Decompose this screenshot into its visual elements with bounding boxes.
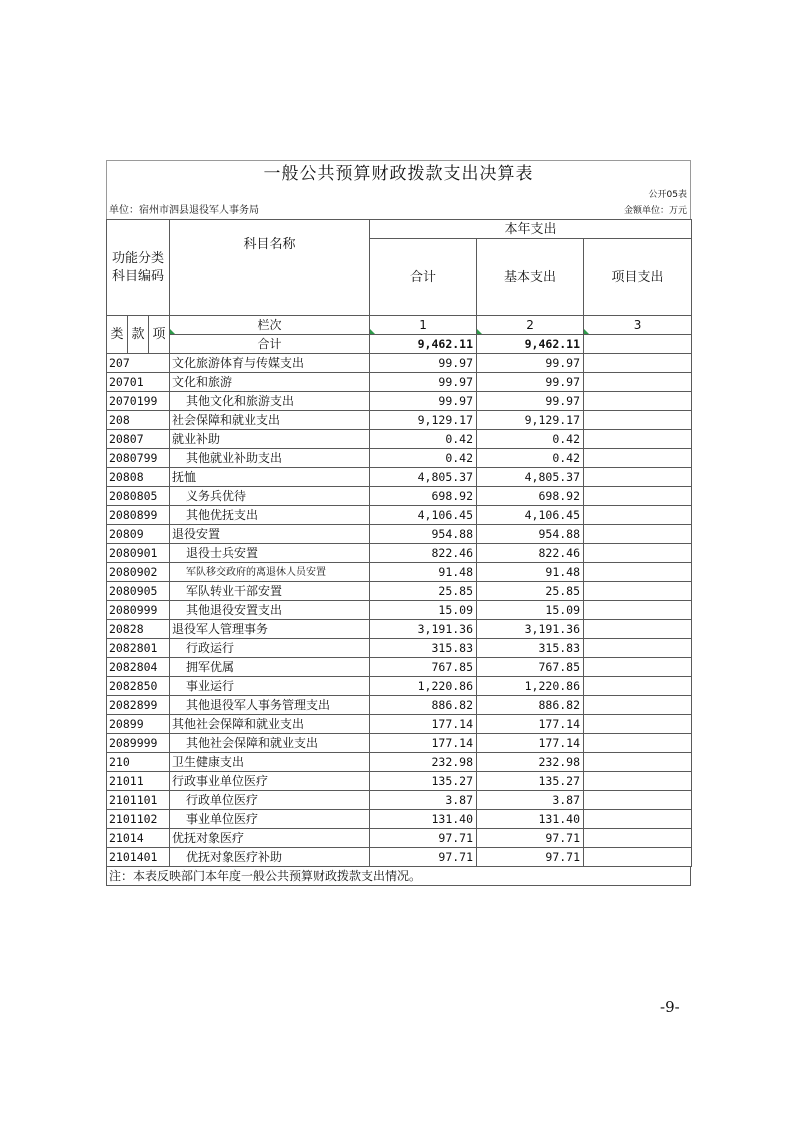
row-total: 99.97 — [370, 354, 477, 373]
total-row-project — [584, 335, 692, 354]
table-row — [107, 696, 692, 715]
row-total: 97.71 — [370, 829, 477, 848]
row-code: 20809 — [107, 525, 170, 544]
table-row — [107, 829, 692, 848]
row-basic: 698.92 — [477, 487, 584, 506]
row-code: 21011 — [107, 772, 170, 791]
row-code: 2089999 — [107, 734, 170, 753]
row-basic: 954.88 — [477, 525, 584, 544]
func-code-header: 功能分类科目编码 — [107, 220, 170, 316]
total-header: 合计 — [370, 239, 477, 316]
row-name: 其他就业补助支出 — [170, 449, 370, 468]
row-total: 177.14 — [370, 715, 477, 734]
row-basic: 135.27 — [477, 772, 584, 791]
table-row — [107, 487, 692, 506]
row-name: 军队转业干部安置 — [170, 582, 370, 601]
row-code: 2080805 — [107, 487, 170, 506]
row-project — [584, 506, 692, 525]
row-total: 698.92 — [370, 487, 477, 506]
row-code: 20828 — [107, 620, 170, 639]
row-code: 2080901 — [107, 544, 170, 563]
row-basic: 232.98 — [477, 753, 584, 772]
row-total: 232.98 — [370, 753, 477, 772]
project-header: 项目支出 — [584, 239, 692, 316]
row-basic: 0.42 — [477, 449, 584, 468]
table-row — [107, 601, 692, 620]
row-project — [584, 620, 692, 639]
row-project — [584, 791, 692, 810]
row-code: 20701 — [107, 373, 170, 392]
row-project — [584, 487, 692, 506]
row-basic: 97.71 — [477, 829, 584, 848]
table-row — [107, 544, 692, 563]
row-project — [584, 354, 692, 373]
row-basic: 99.97 — [477, 392, 584, 411]
col3-index: 3 — [584, 316, 692, 335]
row-project — [584, 582, 692, 601]
row-project — [584, 658, 692, 677]
table-row — [107, 848, 692, 867]
row-basic: 15.09 — [477, 601, 584, 620]
row-total: 954.88 — [370, 525, 477, 544]
row-project — [584, 696, 692, 715]
row-code: 210 — [107, 753, 170, 772]
row-code: 2080899 — [107, 506, 170, 525]
row-basic: 25.85 — [477, 582, 584, 601]
table-row — [107, 449, 692, 468]
row-code: 2070199 — [107, 392, 170, 411]
row-project — [584, 392, 692, 411]
row-name: 事业单位医疗 — [170, 810, 370, 829]
row-code: 2101401 — [107, 848, 170, 867]
table-row — [107, 810, 692, 829]
row-name: 行政单位医疗 — [170, 791, 370, 810]
row-name: 军队移交政府的离退休人员安置 — [170, 563, 370, 582]
row-project — [584, 848, 692, 867]
row-code: 20807 — [107, 430, 170, 449]
table-row — [107, 582, 692, 601]
table-row — [107, 373, 692, 392]
table-row — [107, 468, 692, 487]
lei-header: 类 — [107, 316, 128, 354]
sheet-title: 一般公共预算财政拨款支出决算表 — [106, 160, 691, 187]
row-project — [584, 810, 692, 829]
row-project — [584, 563, 692, 582]
col1-index: 1 — [370, 316, 477, 335]
table-row — [107, 392, 692, 411]
row-project — [584, 601, 692, 620]
row-basic: 1,220.86 — [477, 677, 584, 696]
row-basic: 4,805.37 — [477, 468, 584, 487]
row-total: 177.14 — [370, 734, 477, 753]
total-row-basic: 9,462.11 — [477, 335, 584, 354]
row-name: 行政事业单位医疗 — [170, 772, 370, 791]
row-project — [584, 715, 692, 734]
row-name: 事业运行 — [170, 677, 370, 696]
table-row — [107, 772, 692, 791]
row-basic: 177.14 — [477, 715, 584, 734]
row-project — [584, 734, 692, 753]
table-row — [107, 620, 692, 639]
row-total: 25.85 — [370, 582, 477, 601]
row-code: 2080902 — [107, 563, 170, 582]
row-total: 3.87 — [370, 791, 477, 810]
amount-unit: 金额单位：万元 — [623, 206, 687, 216]
table-row — [107, 411, 692, 430]
unit-label: 单位：宿州市泗县退役军人事务局 — [109, 205, 259, 216]
page-number: -9- — [660, 998, 680, 1016]
row-code: 20808 — [107, 468, 170, 487]
row-name: 其他社会保障和就业支出 — [170, 734, 370, 753]
row-code: 2101102 — [107, 810, 170, 829]
row-total: 15.09 — [370, 601, 477, 620]
row-name: 优抚对象医疗补助 — [170, 848, 370, 867]
table-note: 注：本表反映部门本年度一般公共预算财政拨款支出情况。 — [106, 867, 691, 886]
row-code: 20899 — [107, 715, 170, 734]
row-code: 2082801 — [107, 639, 170, 658]
row-basic: 4,106.45 — [477, 506, 584, 525]
table-body — [107, 220, 692, 867]
row-project — [584, 772, 692, 791]
row-basic: 9,129.17 — [477, 411, 584, 430]
table-row — [107, 639, 692, 658]
row-basic: 131.40 — [477, 810, 584, 829]
total-row — [107, 335, 692, 354]
row-basic: 177.14 — [477, 734, 584, 753]
column-no-label: 栏次 — [170, 316, 370, 335]
row-total: 886.82 — [370, 696, 477, 715]
row-basic: 91.48 — [477, 563, 584, 582]
expenditure-table — [106, 219, 692, 867]
row-name: 抚恤 — [170, 468, 370, 487]
row-total: 3,191.36 — [370, 620, 477, 639]
row-project — [584, 525, 692, 544]
row-total: 135.27 — [370, 772, 477, 791]
row-total: 767.85 — [370, 658, 477, 677]
row-name: 就业补助 — [170, 430, 370, 449]
row-name: 义务兵优待 — [170, 487, 370, 506]
row-total: 822.46 — [370, 544, 477, 563]
row-name: 其他文化和旅游支出 — [170, 392, 370, 411]
table-row — [107, 430, 692, 449]
total-row-label: 合计 — [170, 335, 370, 354]
row-name: 退役军人管理事务 — [170, 620, 370, 639]
row-code: 207 — [107, 354, 170, 373]
row-project — [584, 639, 692, 658]
row-basic: 886.82 — [477, 696, 584, 715]
row-project — [584, 430, 692, 449]
row-name: 文化和旅游 — [170, 373, 370, 392]
table-row — [107, 563, 692, 582]
row-name: 拥军优属 — [170, 658, 370, 677]
row-code: 2080799 — [107, 449, 170, 468]
table-row — [107, 715, 692, 734]
row-total: 0.42 — [370, 430, 477, 449]
row-total: 0.42 — [370, 449, 477, 468]
row-total: 131.40 — [370, 810, 477, 829]
row-project — [584, 411, 692, 430]
row-basic: 3,191.36 — [477, 620, 584, 639]
table-row — [107, 506, 692, 525]
row-code: 2082899 — [107, 696, 170, 715]
row-name: 优抚对象医疗 — [170, 829, 370, 848]
row-basic: 99.97 — [477, 373, 584, 392]
row-basic: 99.97 — [477, 354, 584, 373]
row-code: 2082850 — [107, 677, 170, 696]
row-project — [584, 544, 692, 563]
row-total: 99.97 — [370, 392, 477, 411]
row-project — [584, 677, 692, 696]
row-total: 315.83 — [370, 639, 477, 658]
budget-sheet — [106, 160, 691, 886]
basic-header: 基本支出 — [477, 239, 584, 316]
row-basic: 822.46 — [477, 544, 584, 563]
row-basic: 315.83 — [477, 639, 584, 658]
row-project — [584, 449, 692, 468]
row-total: 97.71 — [370, 848, 477, 867]
xiang-header: 项 — [149, 316, 170, 354]
kuan-header: 款 — [128, 316, 149, 354]
row-name: 卫生健康支出 — [170, 753, 370, 772]
table-row — [107, 734, 692, 753]
table-row — [107, 677, 692, 696]
row-basic: 97.71 — [477, 848, 584, 867]
row-total: 1,220.86 — [370, 677, 477, 696]
row-project — [584, 753, 692, 772]
row-basic: 0.42 — [477, 430, 584, 449]
col2-index: 2 — [477, 316, 584, 335]
row-name: 其他社会保障和就业支出 — [170, 715, 370, 734]
row-code: 2080999 — [107, 601, 170, 620]
header-row-3 — [107, 316, 692, 335]
unit-line — [106, 203, 691, 219]
row-code: 2082804 — [107, 658, 170, 677]
table-row — [107, 658, 692, 677]
row-project — [584, 829, 692, 848]
table-id: 公开05表 — [106, 187, 691, 203]
row-total: 4,805.37 — [370, 468, 477, 487]
row-code: 208 — [107, 411, 170, 430]
table-row — [107, 791, 692, 810]
row-name: 行政运行 — [170, 639, 370, 658]
current-year-header: 本年支出 — [370, 220, 692, 239]
table-row — [107, 354, 692, 373]
row-total: 9,129.17 — [370, 411, 477, 430]
row-code: 2101101 — [107, 791, 170, 810]
row-name: 退役安置 — [170, 525, 370, 544]
row-name: 其他退役安置支出 — [170, 601, 370, 620]
subject-name-header: 科目名称 — [170, 220, 370, 316]
row-total: 91.48 — [370, 563, 477, 582]
row-name: 社会保障和就业支出 — [170, 411, 370, 430]
row-code: 21014 — [107, 829, 170, 848]
row-total: 4,106.45 — [370, 506, 477, 525]
row-project — [584, 468, 692, 487]
row-name: 其他退役军人事务管理支出 — [170, 696, 370, 715]
row-name: 文化旅游体育与传媒支出 — [170, 354, 370, 373]
row-basic: 3.87 — [477, 791, 584, 810]
row-basic: 767.85 — [477, 658, 584, 677]
header-row-1 — [107, 220, 692, 239]
row-project — [584, 373, 692, 392]
row-name: 其他优抚支出 — [170, 506, 370, 525]
table-row — [107, 525, 692, 544]
row-total: 99.97 — [370, 373, 477, 392]
row-name: 退役士兵安置 — [170, 544, 370, 563]
row-code: 2080905 — [107, 582, 170, 601]
table-row — [107, 753, 692, 772]
total-row-total: 9,462.11 — [370, 335, 477, 354]
